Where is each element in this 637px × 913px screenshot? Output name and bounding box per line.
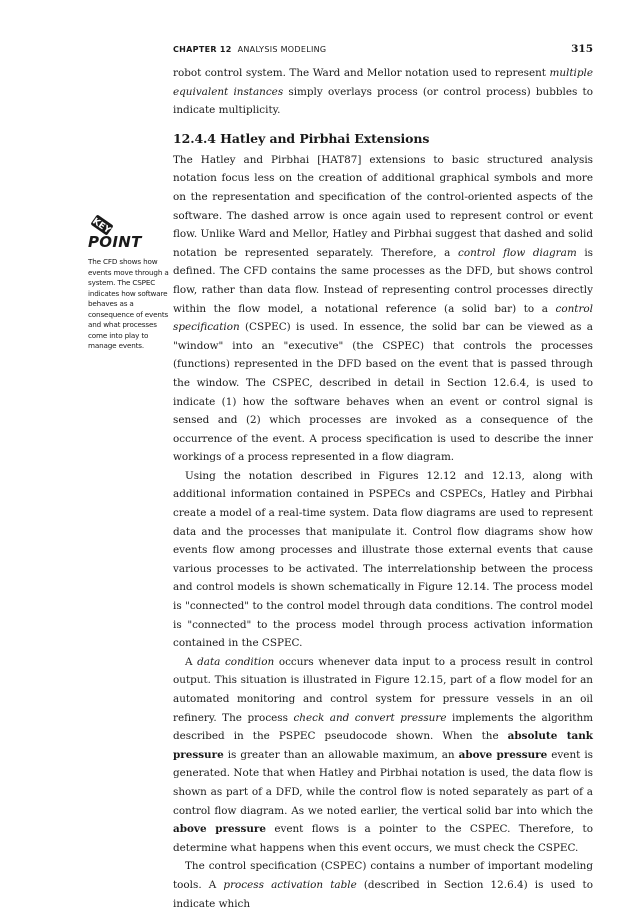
emphasis: control flow diagram [458,246,577,259]
margin-note-line: The CFD shows how [88,257,158,266]
text-run: A [185,655,198,668]
text-run: occurs whenever data input to a process result in control output. This situation is illustrated in Figure 12.15, part of a flow model for an automated monitoring and control system for pressure vessels in an oil refinery. The process [173,655,593,724]
text-run: event flows is a pointer to the CSPEC. Therefore, to determine what happens when this event occurs, we must check the CSPEC. [173,823,593,854]
text-run: robot control system. The Ward and Mellor notation used to represent [173,67,550,79]
margin-note-line: manage events. [88,341,145,351]
text-run: event is generated. Note that when Hatley and Pirbhai notation is used, the data flow is shown as part of a DFD, while the control flow is noted separately as part of a control flow diagram. As we noted earlier, the vertical solid bar into which the [173,748,593,817]
bold-term: absolute tank pressure [173,730,593,761]
main-text-column [173,64,593,913]
margin-note-line: come into play to [88,330,149,340]
emphasis: control specification [173,302,593,334]
emphasis: multiple equivalent instances [173,67,593,98]
chapter-label: CHAPTER 12 [173,45,232,54]
margin-note-line: and what processes [88,320,157,330]
text-run: simply overlays process (or control process) bubbles to indicate multiplicity. [173,85,593,117]
text-run: (described in Section 12.6.4) is used to indicate which [173,878,593,910]
paragraph: Using the notation described in Figures 12.12 and 12.13, along with additional information contained in PSPECs and CSPECs, Hatley and Pirbhai create a model of a real-time system. Data flow diagrams are used to represent data and the processes that manipulate it. Control flow diagrams show how events flow among processes and illustrate those external events that cause various processes to be activated. The interrelationship between the process and control models is shown schematically in Figure 12.14. The process model is "connected" to the control model through data conditions. The control model is "connected" to the process model through process activation information contained in the CSPEC. [173,469,593,650]
page-header [173,43,593,57]
text-run: (CSPEC) is used. In essence, the solid bar can be viewed as a "window" into an "executive" (the CSPEC) that controls the processes (functions) represented in the DFD based on the event that is passed through the window. The CSPEC, described in detail in Section 12.6.4, is used to indicate (1) how the software behaves when an event or control signal is sensed and (2) which processes are invoked as a consequence of the occurrence of the event. A process specification is used to describe the inner workings of a process represented in a flow diagram. [173,321,593,464]
section-heading: 12.4.4 Hatley and Pirbhai Extensions [173,130,430,146]
point-label: POINT [88,233,142,251]
text-run: implements the algorithm described in the PSPEC pseudocode shown. When the [173,711,593,743]
paragraph-continued [173,64,593,120]
text-run: The control specification (CSPEC) contains a number of important modeling tools. A [173,860,593,891]
margin-note-line: indicates how software [88,288,168,298]
text-run: is defined. The CFD contains the same processes as the DFD, but shows control flow, rather than data flow. Instead of representing control processes directly within the flow model, a notational reference (a solid bar) to a [173,246,594,315]
margin-note-line: events move through a [88,267,169,277]
key-label: KEY [90,216,113,236]
running-head [173,45,326,54]
emphasis: process activation table [223,878,357,891]
margin-note-line: system. The CSPEC [88,278,156,288]
paragraph [173,653,593,858]
text-run: The Hatley and Pirbhai [HAT87] extensions to basic structured analysis notation focus less on the creation of additional graphical symbols and more on the representation and specification of the control-oriented aspects of the software. The dashed arrow is once again used to represent control or event flow. Unlike Ward and Mellor, Hatley and Pirbhai suggest that dashed and solid notation be represented separately. Therefore, a [173,153,593,259]
margin-note [88,257,169,352]
paragraph [173,151,593,467]
bold-term: above pressure [458,748,548,761]
chapter-title: ANALYSIS MODELING [237,45,327,54]
margin-note-line: consequence of events [88,309,169,319]
page-number: 315 [571,43,593,55]
bold-term: above pressure [173,823,266,836]
emphasis: check and convert pressure [293,711,447,724]
margin-note-line: behaves as a [88,299,134,309]
paragraph [173,857,593,913]
emphasis: data condition [197,655,275,668]
text-run: is greater than an allowable maximum, an [223,748,459,761]
